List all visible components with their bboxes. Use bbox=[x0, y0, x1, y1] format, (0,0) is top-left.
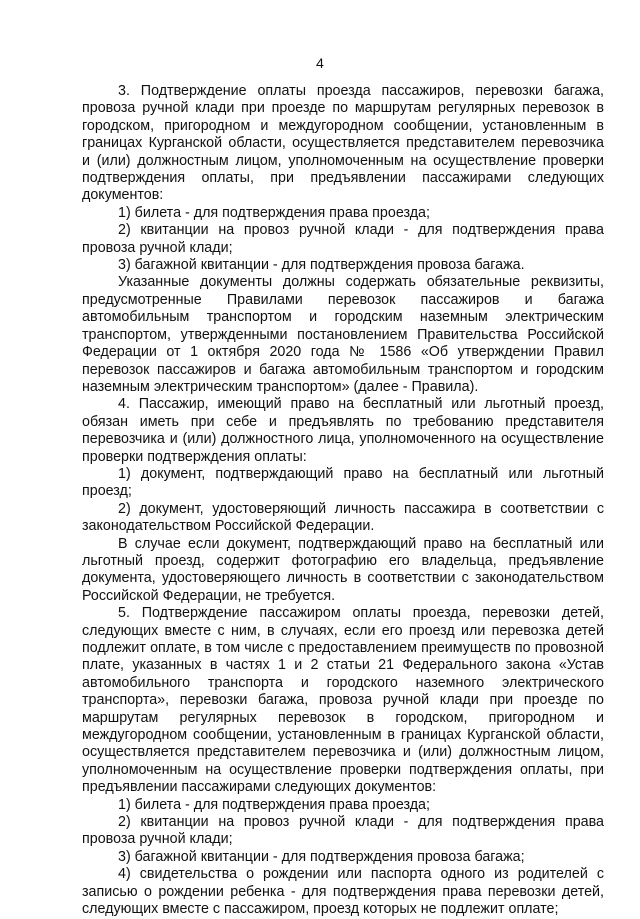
document-body bbox=[82, 83, 604, 919]
list-item-3-3: 3) багажной квитанции - для подтверждения провоза багажа. bbox=[118, 257, 525, 274]
paragraph-4: 4. Пассажир, имеющий право на бесплатный или льготный проезд, обязан иметь при себе и предъявлять по требованию представителя перевозчика и (или) должностного лица, уполномоченного на осуществление проверки подтверждения оплаты: bbox=[82, 396, 604, 465]
list-item-5-4: 4) свидетельства о рождении или паспорта одного из родителей с записью о рождении ребенка - для подтверждения права перевозки детей, следующих вместе с пассажиром, проезд которых не подлежит оплате; bbox=[82, 866, 604, 918]
list-item-4-1: 1) документ, подтверждающий право на бесплатный или льготный проезд; bbox=[82, 465, 604, 500]
paragraph-requisites: Указанные документы должны содержать обязательные реквизиты, предусмотренные Правилами перевозок пассажиров и багажа автомобильным транспортом и городским наземным электрическим транспортом, утвержденными постановлением Правительства Российской Федерации от 1 октября 2020 года № 1586 «Об утверждении Правил перевозок пассажиров и багажа автомобильным транспортом и городским наземным электрическим транспортом» (далее - Правила). bbox=[82, 274, 604, 395]
list-item-5-2: 2) квитанции на провоз ручной клади - для подтверждения права провоза ручной клади; bbox=[82, 814, 604, 848]
list-item-5-3: 3) багажной квитанции - для подтверждения провоза багажа; bbox=[118, 848, 525, 865]
list-item-3-2: 2) квитанции на провоз ручной клади - для подтверждения права провоза ручной клади; bbox=[82, 222, 604, 256]
list-item-3-1: 1) билета - для подтверждения права проезда; bbox=[118, 204, 430, 221]
paragraph-5: 5. Подтверждение пассажиром оплаты проезда, перевозки детей, следующих вместе с ним, в случаях, если его проезд или перевозка детей подлежит оплате, в том числе с предоставлением преимуществ по провозной плате, указанных в частях 1 и 2 статьи 21 Федерального закона «Устав автомобильного транспорта и городского наземного электрического транспорта», перевозки багажа, провоза ручной клади при проезде по маршрутам регулярных перевозок в городском, пригородном и междугородном сообщении, установленным в границах Курганской области, осуществляется представителем перевозчика и (или) должностным лицом, уполномоченным на осуществление проверки подтверждения оплаты, при предъявлении пассажирами следующих документов: bbox=[82, 605, 604, 796]
paragraph-photo-exception: В случае если документ, подтверждающий право на бесплатный или льготный проезд, содержит фотографию его владельца, предъявление документа, удостоверяющего личность в соответствии с законодательством Российской Федерации, не требуется. bbox=[82, 535, 604, 604]
list-item-5-1: 1) билета - для подтверждения права проезда; bbox=[118, 796, 430, 813]
list-item-4-2: 2) документ, удостоверяющий личность пассажира в соответствии с законодательством Российской Федерации. bbox=[82, 500, 604, 535]
paragraph-3: 3. Подтверждение оплаты проезда пассажиров, перевозки багажа, провоза ручной клади при проезде по маршрутам регулярных перевозок в городском, пригородном и междугородном сообщении, установленным в границах Курганской области, осуществляется представителем перевозчика и (или) должностным лицом, уполномоченным на осуществление проверки подтверждения оплаты, при предъявлении пассажирами следующих документов: bbox=[82, 83, 604, 204]
page-number: 4 bbox=[316, 56, 324, 72]
